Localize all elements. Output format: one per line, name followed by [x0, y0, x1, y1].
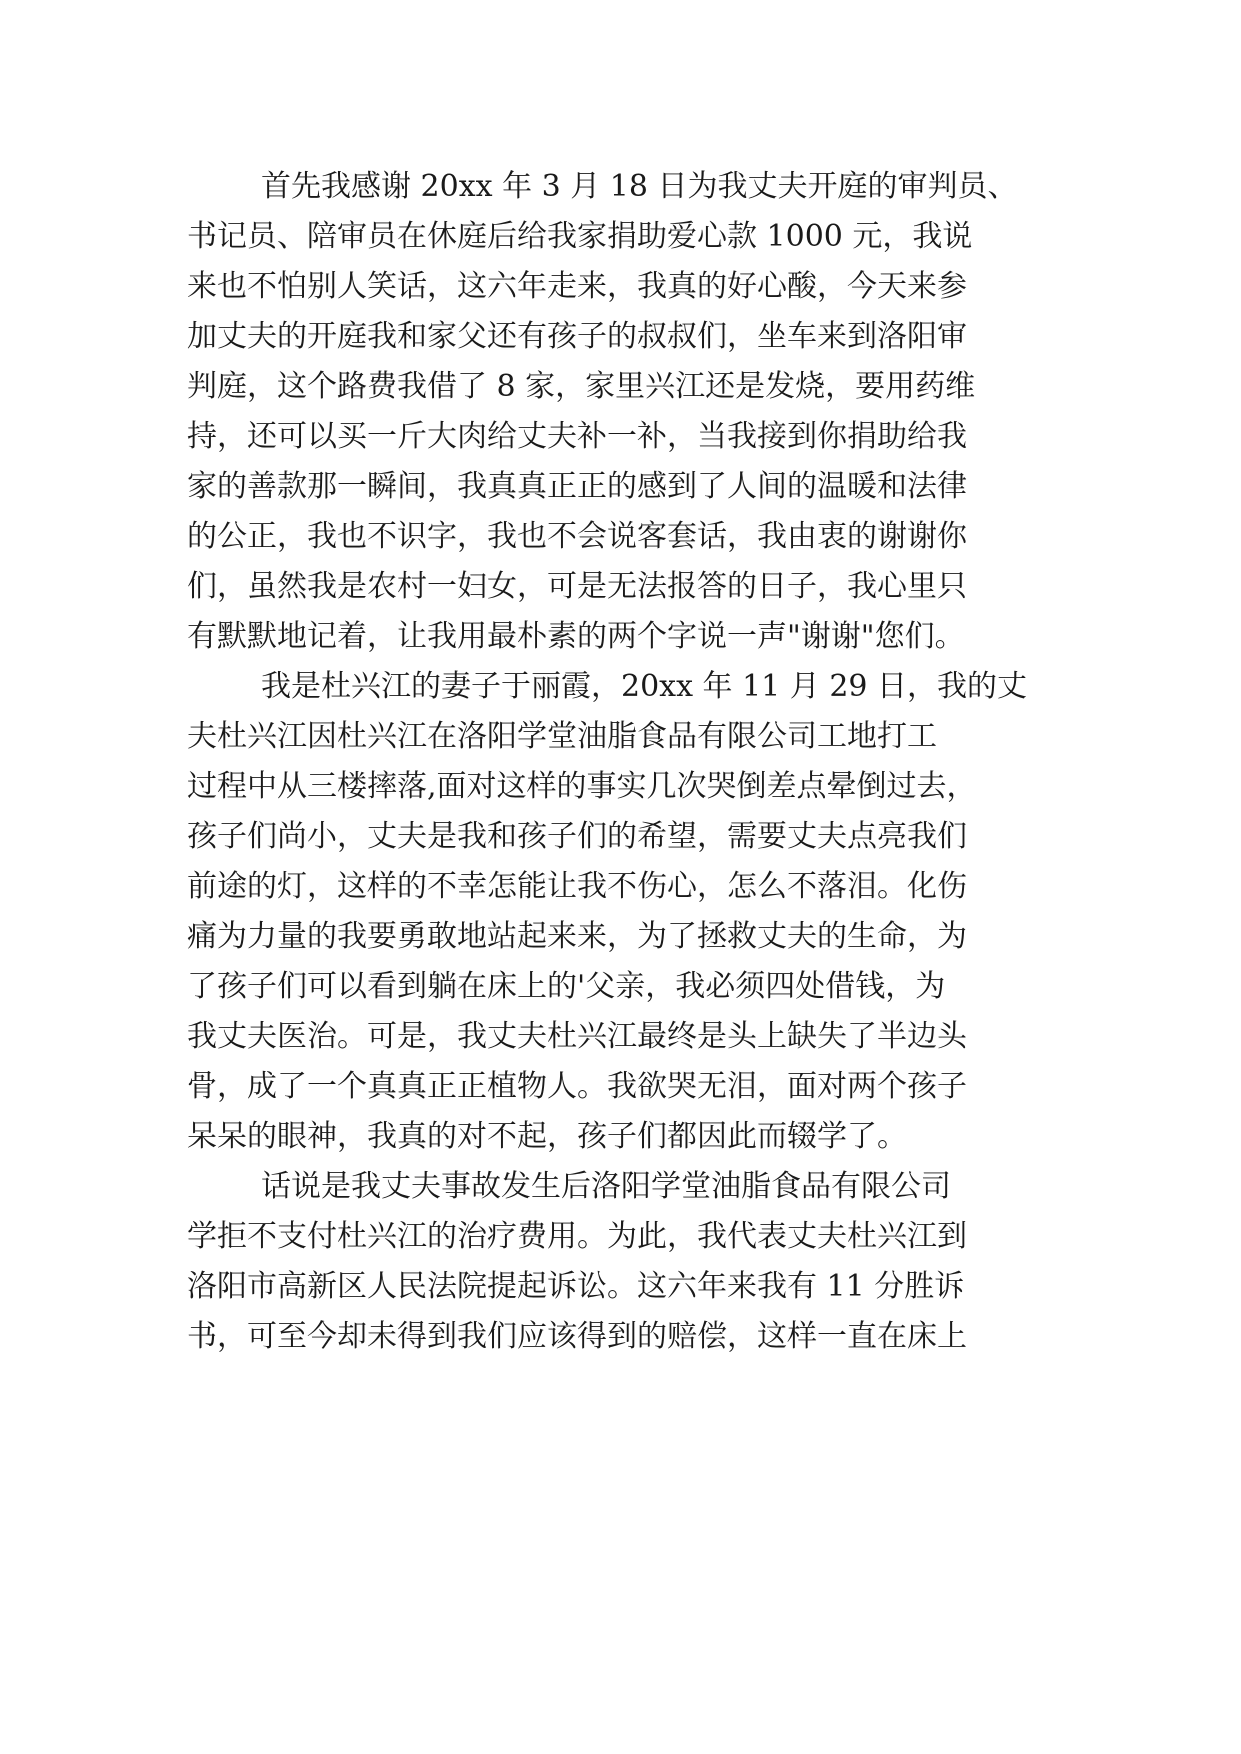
paragraph-1-line-9: 们，虽然我是农村一妇女，可是无法报答的日子，我心里只: [187, 569, 967, 604]
paragraph-2-line-10: 呆呆的眼神，我真的对不起，孩子们都因此而辍学了。: [187, 1119, 907, 1154]
paragraph-1-line-8: 的公正，我也不识字，我也不会说客套话，我由衷的谢谢你: [187, 519, 967, 554]
paragraph-1-line-1: 首先我感谢 20xx 年 3 月 18 日为我丈夫开庭的审判员、: [261, 169, 1018, 204]
paragraph-2-line-5: 前途的灯，这样的不幸怎能让我不伤心，怎么不落泪。化伤: [187, 869, 967, 904]
paragraph-3-line-1: 话说是我丈夫事故发生后洛阳学堂油脂食品有限公司: [261, 1169, 951, 1204]
document-body: [187, 162, 1067, 1362]
paragraph-1-line-4: 加丈夫的开庭我和家父还有孩子的叔叔们，坐车来到洛阳审: [187, 319, 967, 354]
paragraph-1-line-7: 家的善款那一瞬间，我真真正正的感到了人间的温暖和法律: [187, 469, 967, 504]
paragraph-1-line-3: 来也不怕别人笑话，这六年走来，我真的好心酸，今天来参: [187, 269, 967, 304]
paragraph-2-line-8: 我丈夫医治。可是，我丈夫杜兴江最终是头上缺失了半边头: [187, 1019, 967, 1054]
paragraph-3-line-4: 书，可至今却未得到我们应该得到的赔偿，这样一直在床上: [187, 1319, 967, 1354]
paragraph-2-line-2: 夫杜兴江因杜兴江在洛阳学堂油脂食品有限公司工地打工: [187, 719, 937, 754]
paragraph-2-line-3: 过程中从三楼摔落,面对这样的事实几次哭倒差点晕倒过去，: [187, 769, 977, 804]
paragraph-2-line-7: 了孩子们可以看到躺在床上的'父亲，我必须四处借钱，为: [187, 969, 946, 1004]
paragraph-1-line-10: 有默默地记着，让我用最朴素的两个字说一声"谢谢"您们。: [187, 619, 965, 654]
paragraph-2-line-6: 痛为力量的我要勇敢地站起来来，为了拯救丈夫的生命，为: [187, 919, 967, 954]
paragraph-3-line-3: 洛阳市高新区人民法院提起诉讼。这六年来我有 11 分胜诉: [187, 1269, 965, 1304]
paragraph-2-line-4: 孩子们尚小，丈夫是我和孩子们的希望，需要丈夫点亮我们: [187, 819, 967, 854]
paragraph-1-line-5: 判庭，这个路费我借了 8 家，家里兴江还是发烧，要用药维: [187, 369, 976, 404]
paragraph-3-line-2: 学拒不支付杜兴江的治疗费用。为此，我代表丈夫杜兴江到: [187, 1219, 967, 1254]
paragraph-1-line-6: 持，还可以买一斤大肉给丈夫补一补，当我接到你捐助给我: [187, 419, 967, 454]
paragraph-2-line-9: 骨，成了一个真真正正植物人。我欲哭无泪，面对两个孩子: [187, 1069, 967, 1104]
paragraph-1-line-2: 书记员、陪审员在休庭后给我家捐助爱心款 1000 元，我说: [187, 219, 973, 254]
paragraph-2-line-1: 我是杜兴江的妻子于丽霞，20xx 年 11 月 29 日，我的丈: [261, 669, 1028, 704]
